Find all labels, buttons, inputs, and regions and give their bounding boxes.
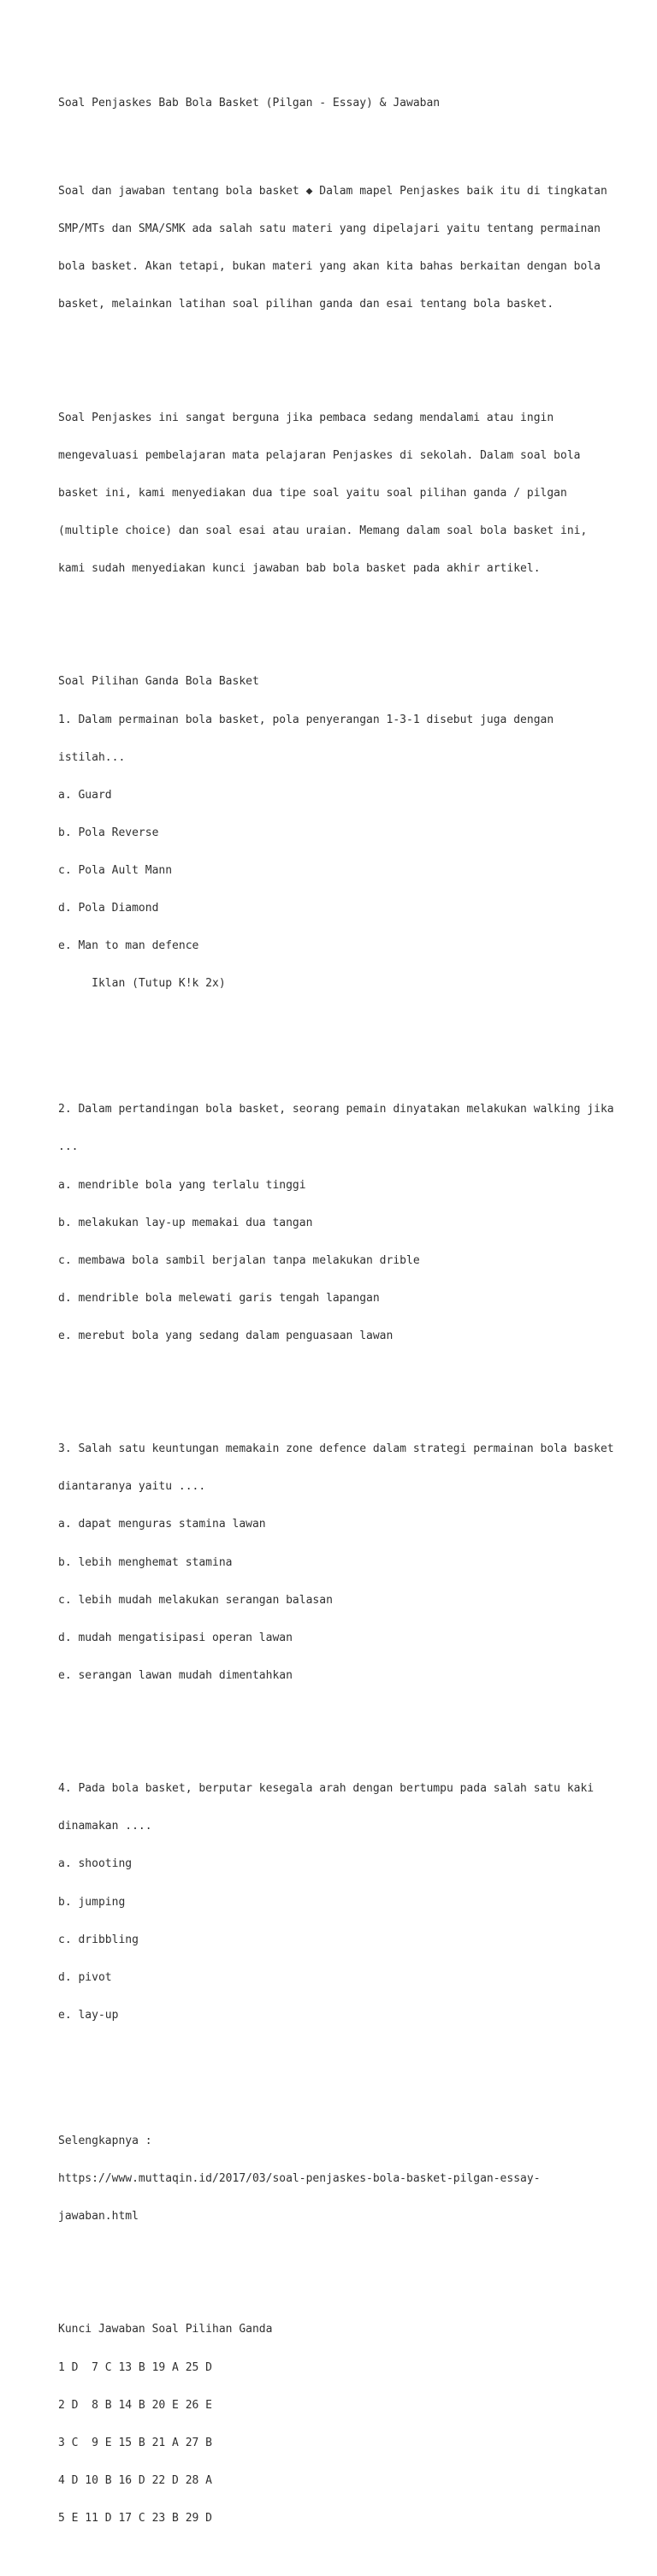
- question-4-option-a: a. shooting: [58, 1857, 133, 1871]
- paragraph-line: Soal dan jawaban tentang bola basket ◆ Dalam mapel Penjaskes baik itu di tingkatan: [58, 185, 607, 198]
- question-1-option-b: b. Pola Reverse: [58, 826, 159, 839]
- question-2-option-a: a. mendrible bola yang terlalu tinggi: [58, 1178, 306, 1192]
- question-3-option-a: a. dapat menguras stamina lawan: [58, 1518, 266, 1531]
- question-2-text: ...: [58, 1140, 79, 1154]
- question-2-text: 2. Dalam pertandingan bola basket, seorang pemain dinyatakan melakukan walking jika: [58, 1103, 614, 1116]
- paragraph-line: basket ini, kami menyediakan dua tipe soal yaitu soal pilihan ganda / pilgan: [58, 486, 567, 500]
- answer-key-heading: Kunci Jawaban Soal Pilihan Ganda: [58, 2323, 273, 2336]
- intro-paragraph-1: [58, 161, 623, 337]
- question-4-option-e: e. lay-up: [58, 2008, 119, 2022]
- question-2-option-c: c. membawa bola sambil berjalan tanpa melakukan drible: [58, 1253, 420, 1267]
- section-heading: Soal Pilihan Ganda Bola Basket: [58, 675, 259, 689]
- question-2-option-b: b. melakukan lay-up memakai dua tangan: [58, 1216, 313, 1229]
- answer-key-row: 2 D 8 B 14 B 20 E 26 E: [58, 2398, 213, 2412]
- question-1-option-d: d. Pola Diamond: [58, 902, 159, 915]
- question-3-option-c: c. lebih mudah melakukan serangan balasan: [58, 1593, 333, 1607]
- question-4-option-c: c. dribbling: [58, 1933, 139, 1946]
- question-3-text: diantaranya yaitu ....: [58, 1480, 206, 1494]
- intro-paragraph-2: [58, 387, 623, 601]
- question-2-option-d: d. mendrible bola melewati garis tengah lapangan: [58, 1291, 380, 1305]
- paragraph-line: Soal Penjaskes ini sangat berguna jika pembaca sedang mendalami atau ingin: [58, 411, 554, 424]
- source-url: jawaban.html: [58, 2210, 139, 2224]
- answer-key-row: 3 C 9 E 15 B 21 A 27 B: [58, 2436, 213, 2449]
- question-3-block: [58, 1418, 623, 1708]
- paragraph-line: SMP/MTs dan SMA/SMK ada salah satu materi yang dipelajari yaitu tentang permainan: [58, 222, 601, 236]
- answer-key-row: 4 D 10 B 16 D 22 D 28 A: [58, 2473, 213, 2487]
- question-4-text: 4. Pada bola basket, berputar kesegala arah dengan bertumpu pada salah satu kaki: [58, 1782, 595, 1796]
- question-3-option-d: d. mudah mengatisipasi operan lawan: [58, 1631, 293, 1644]
- question-1-block: [58, 651, 623, 1016]
- question-4-block: [58, 1758, 623, 2047]
- question-1-text: istilah...: [58, 750, 126, 764]
- more-info-label: Selengkapnya :: [58, 2134, 152, 2147]
- question-3-text: 3. Salah satu keuntungan memakain zone defence dalam strategi permainan bola basket: [58, 1442, 614, 1456]
- question-1-option-e: e. Man to man defence: [58, 939, 199, 953]
- paragraph-line: (multiple choice) dan soal esai atau uraian. Memang dalam soal bola basket ini,: [58, 524, 588, 537]
- question-1-text: 1. Dalam permainan bola basket, pola penyerangan 1-3-1 disebut juga dengan: [58, 713, 554, 726]
- question-1-option-c: c. Pola Ault Mann: [58, 863, 173, 877]
- question-2-option-e: e. merebut bola yang sedang dalam penguasaan lawan: [58, 1329, 394, 1342]
- source-url: https://www.muttaqin.id/2017/03/soal-penjaskes-bola-basket-pilgan-essay-: [58, 2172, 541, 2186]
- answer-key-row: 1 D 7 C 13 B 19 A 25 D: [58, 2360, 213, 2374]
- question-4-option-b: b. jumping: [58, 1895, 126, 1909]
- question-3-option-b: b. lebih menghemat stamina: [58, 1555, 233, 1569]
- document-title: Soal Penjaskes Bab Bola Basket (Pilgan - Essay) & Jawaban: [58, 97, 441, 110]
- question-3-option-e: e. serangan lawan mudah dimentahkan: [58, 1668, 293, 1682]
- question-2-block: [58, 1079, 623, 1368]
- question-1-option-a: a. Guard: [58, 788, 112, 802]
- answer-key-row: 5 E 11 D 17 C 23 B 29 D: [58, 2511, 213, 2525]
- paragraph-line: mengevaluasi pembelajaran mata pelajaran Penjaskes di sekolah. Dalam soal bola: [58, 448, 581, 462]
- question-4-text: dinamakan ....: [58, 1820, 152, 1833]
- paragraph-line: kami sudah menyediakan kunci jawaban bab bola basket pada akhir artikel.: [58, 562, 541, 576]
- question-4-option-d: d. pivot: [58, 1970, 112, 1984]
- paragraph-line: basket, melainkan latihan soal pilihan ganda dan esai tentang bola basket.: [58, 298, 554, 311]
- ad-line: Iklan (Tutup K!k 2x): [58, 977, 226, 991]
- source-block: [58, 2111, 623, 2249]
- paragraph-line: bola basket. Akan tetapi, bukan materi yang akan kita bahas berkaitan dengan bola: [58, 260, 601, 274]
- answer-key-block: [58, 2299, 623, 2550]
